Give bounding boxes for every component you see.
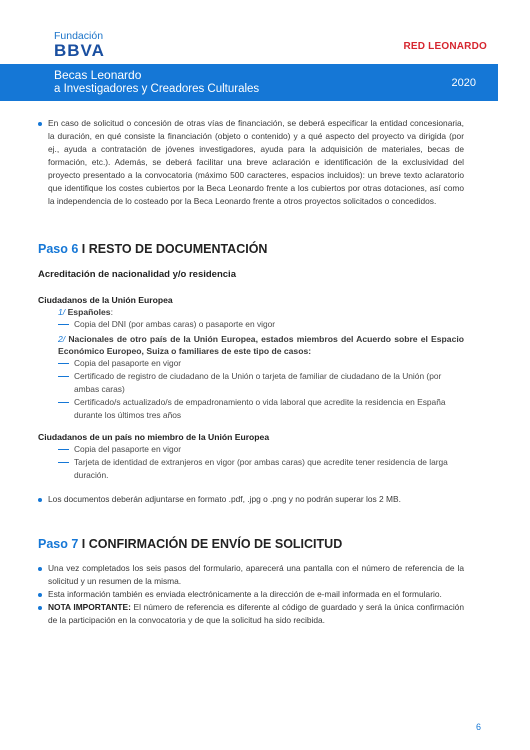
dash-item: Tarjeta de identidad de extranjeros en vigor (por ambas caras) que acredite tener residencia de larga duración. — [38, 456, 464, 482]
item1-number: 1/ — [58, 307, 66, 317]
file-format-bullet: Los documentos deberán adjuntarse en formato .pdf, .jpg o .png y no podrán superar los 2 MB. — [38, 493, 464, 506]
dash-item: Certificado de registro de ciudadano de la Unión o tarjeta de familiar de ciudadano de la Unión (por ambas caras) — [38, 370, 464, 396]
logo-bbva-text: BBVA — [54, 41, 105, 60]
non-eu-citizens-heading: Ciudadanos de un país no miembro de la Unión Europea — [38, 432, 270, 442]
banner-year: 2020 — [451, 77, 476, 89]
foundation-logo — [54, 30, 105, 60]
dash-item: Copia del pasaporte en vigor — [38, 443, 464, 456]
page-number: 6 — [476, 722, 482, 732]
title-banner — [0, 64, 498, 101]
step7-bullet-1: Una vez completados los seis pasos del formulario, aparecerá una pantalla con el número de referencia de la solicitud y un resumen de la misma. — [38, 562, 464, 588]
dash-item: Certificado/s actualizado/s de empadronamiento o vida laboral que acredite la residencia en España durante los últimos tres años — [38, 396, 464, 422]
dash-item: Copia del DNI (por ambas caras) o pasaporte en vigor — [38, 318, 464, 331]
item1-colon: : — [110, 307, 113, 317]
banner-subtitle: a Investigadores y Creadores Culturales — [54, 83, 260, 95]
network-label: RED LEONARDO — [403, 41, 487, 52]
item1-line — [38, 306, 464, 318]
step7-title: I CONFIRMACIÓN DE ENVÍO DE SOLICITUD — [81, 537, 343, 551]
logo-foundation-text: Fundación — [54, 30, 104, 42]
step6-label: Paso 6 — [38, 242, 79, 256]
intro-section — [38, 117, 464, 208]
item1-label: Españoles — [67, 307, 111, 317]
item2-number: 2/ — [58, 334, 66, 344]
intro-bullet: En caso de solicitud o concesión de otras vías de financiación, se deberá especificar la entidad concesionaria, la duración, en qué consiste la financiación (objeto o contenido) y a qué aspecto del proyecto va dirigida (por ej., ayuda a contratación de jóvenes investigadores, ayuda para la adquisición de materiales, becas de formación, etc.). Además, se deberá facilitar una breve aclaración e identificación de la exclusividad del proyecto presentado a la convocatoria (máximo 500 caracteres, espacios incluidos): un breve texto aclaratorio que identifique los costes cubiertos por la Beca Leonardo frente a los cubiertos por otras dotaciones, así como la independencia de lo costeado por la Beca Leonardo frente a otros proyectos solicitados o concedidos. — [38, 117, 464, 208]
item2-label: Nacionales de otro país de la Unión Europea, estados miembros del Acuerdo sobre el Espacio Económico Europeo, Suiza o familiares de este tipo de casos: — [58, 334, 465, 356]
item2-line — [38, 333, 464, 357]
step7-bullet-2: Esta información también es enviada electrónicamente a la dirección de e-mail informada en el formulario. — [38, 588, 464, 601]
banner-title: Becas Leonardo — [54, 68, 142, 82]
step6-title: I RESTO DE DOCUMENTACIÓN — [81, 242, 268, 256]
step7-heading — [38, 537, 464, 552]
step6-section — [38, 242, 464, 506]
important-note-label: NOTA IMPORTANTE: — [48, 602, 131, 612]
step6-heading — [38, 242, 464, 257]
dash-item: Copia del pasaporte en vigor — [38, 357, 464, 370]
nationality-subheading: Acreditación de nacionalidad y/o residencia — [38, 269, 236, 280]
important-note-text: El número de referencia es diferente al código de guardado y será la única confirmación de la participación en la convocatoria y de que la solicitud ha sido recibida. — [48, 602, 464, 625]
eu-citizens-heading: Ciudadanos de la Unión Europea — [38, 295, 173, 305]
step7-label: Paso 7 — [38, 537, 79, 551]
step7-bullet-3 — [38, 601, 464, 627]
step7-section — [38, 537, 464, 627]
